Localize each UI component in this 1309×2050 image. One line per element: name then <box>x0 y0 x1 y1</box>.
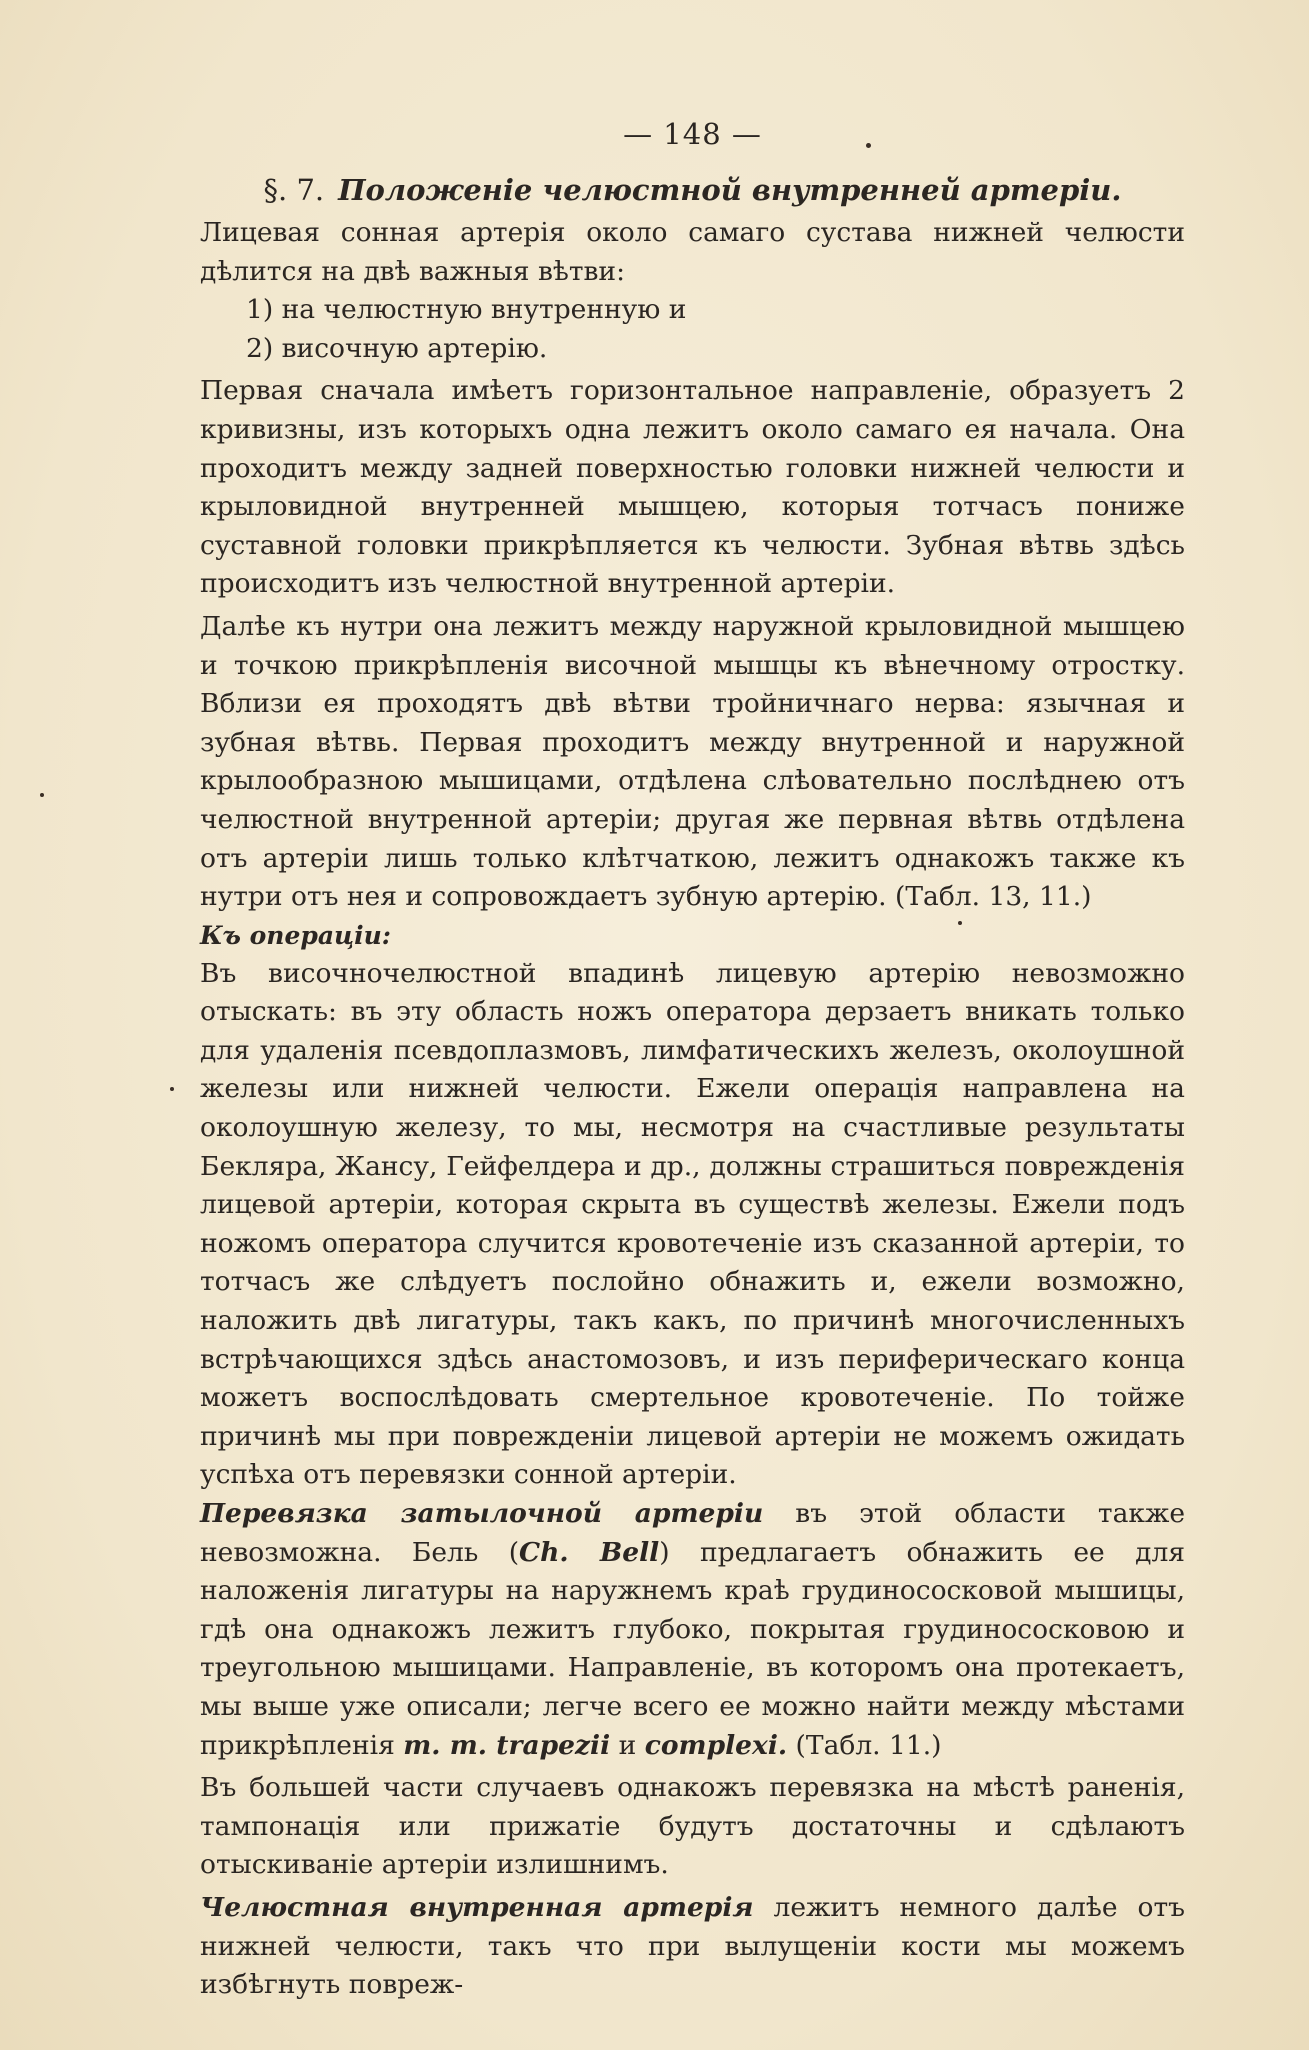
section-number: §. 7. <box>263 173 325 207</box>
paragraph-tamponade: Въ большей части случаевъ однакожъ перевязка на мѣстѣ раненія, тампонація или прижатіе будутъ достаточны и сдѣлаютъ отыскиваніе артеріи излишнимъ. <box>200 1772 1185 1881</box>
list-item: 2) височную артерію. <box>246 332 548 364</box>
list-item: 1) на челюстную внутренную и <box>246 294 687 326</box>
paragraph-intro: Лицевая сонная артерія около самаго сустава нижней челюсти дѣлится на двѣ важныя вѣтви: <box>200 217 1185 287</box>
page-number: — 148 — <box>623 117 762 151</box>
subheading-operations: Къ операціи: <box>200 920 392 950</box>
latin-term: m. m. trapezii <box>403 1729 611 1761</box>
latin-term: complexi. <box>644 1729 788 1761</box>
paragraph-course: Первая сначала имѣетъ горизонтальное направленіе, образуетъ 2 кривизны, изъ которыхъ одна лежитъ около самаго ея начала. Она проходитъ между задней поверхностью головки нижней челюсти и крыловидной внутренней мышцею, которыя тотчасъ пониже суставной головки прикрѣпляется къ челюсти. Зубная вѣтвь здѣсь происходитъ изъ челюстной внутренной артеріи. <box>200 375 1185 600</box>
text-column <box>200 110 1185 2005</box>
paragraph-maxillary: Челюстная внутренная артерія лежитъ немного далѣе отъ нижней челюсти, такъ что при вылущеніи кости мы можемъ избѣгнуть повреж- <box>200 1891 1185 2001</box>
paragraph-operations: Въ височночелюстной впадинѣ лицевую артерію невозможно отыскать: въ эту область ножъ оператора дерзаетъ вникать только для удаленія псевдоплазмовъ, лимфатическихъ железъ, околоушной железы или нижней челюсти. Ежели операція направлена на околоушную железу, то мы, несмотря на счастливые результаты Бекляра, Жансу, Гейфелдера и др., должны страшиться поврежденія лицевой артеріи, которая скрыта въ существѣ железы. Ежели подъ ножомъ оператора случится кровотеченіе изъ сказанной артеріи, то тотчасъ же слѣдуетъ послойно обнажить и, ежели возможно, наложить двѣ лигатуры, такъ какъ, по причинѣ многочисленныхъ встрѣчающихся здѣсь анастомозовъ, и изъ периферическаго конца можетъ воспослѣдовать смертельное кровотеченіе. По тойже причинѣ мы при поврежденіи лицевой артеріи не можемъ ожидать успѣха отъ перевязки сонной артеріи. <box>200 957 1185 1491</box>
term-maxillary-artery: Челюстная внутренная артерія <box>200 1891 754 1923</box>
term-occipital-ligation: Перевязка затылочной артеріи <box>200 1498 764 1529</box>
section-title: Положеніе челюстной внутренней артеріи. <box>338 173 1122 207</box>
ink-speck <box>40 793 44 797</box>
paragraph-relations: Далѣе къ нутри она лежитъ между наружной крыловидной мышцею и точкою прикрѣпленія височной мышцы къ вѣнечному отростку. Вблизи ея проходятъ двѣ вѣтви тройничнаго нерва: язычная и зубная вѣтвь. Первая проходитъ между внутренной и наружной крылообразною мышицами, отдѣлена слѣовательно послѣднею отъ челюстной внутренной артеріи; другая же первная вѣтвь отдѣлена отъ артеріи лишь только клѣтчаткою, лежитъ однакожъ также къ нутри отъ нея и сопровождаетъ зубную артерію. (Табл. 13, 11.) <box>200 610 1185 913</box>
paragraph-occipital: Перевязка затылочной артеріи въ этой области также невозможна. Бель (Ch. Bell) предлагаетъ обнажить ее для наложенія лигатуры на наружнемъ краѣ грудинососковой мышицы, гдѣ она однакожъ лежитъ глубоко, покрытая грудинососковою и треугольною мышицами. Направленіе, въ которомъ она протекаетъ, мы выше уже описали; легче всего ее можно найти между мѣстами прикрѣпленія m. m. trapezii и complexi. (Табл. 11.) <box>200 1498 1186 1761</box>
section-heading <box>200 168 1185 212</box>
author-name: Ch. Bell <box>519 1536 660 1568</box>
ink-speck <box>170 1087 174 1091</box>
